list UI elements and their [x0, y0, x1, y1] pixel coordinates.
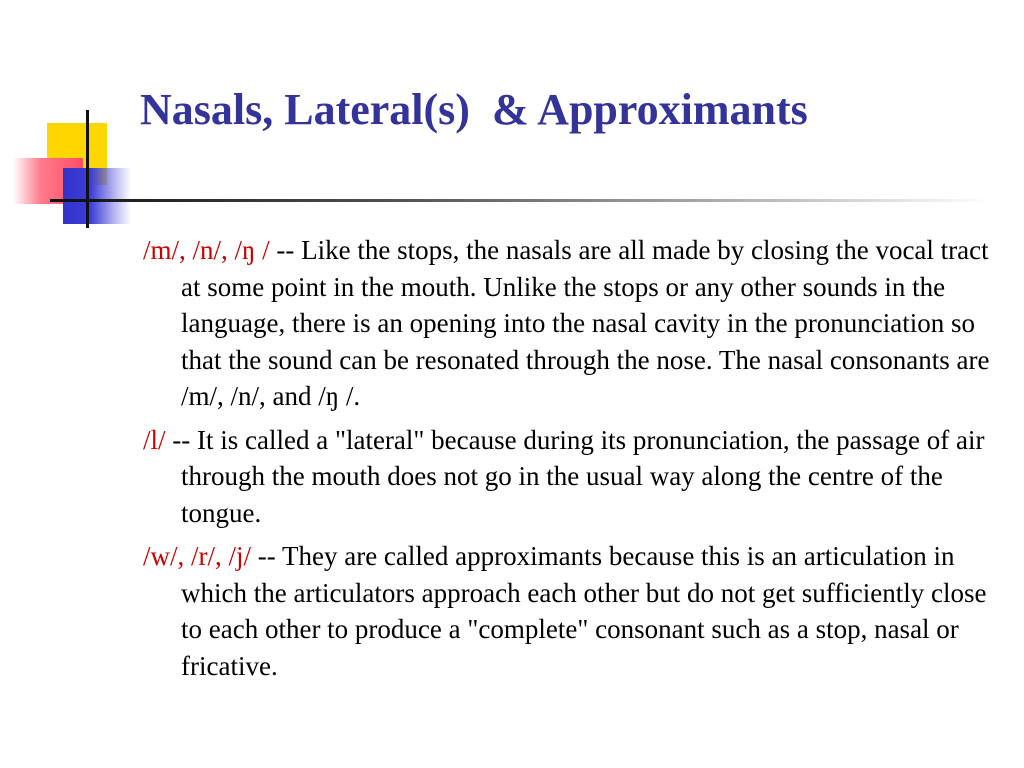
horizontal-line-shape — [50, 199, 106, 202]
term-approximants: /w/, /r/, /j/ — [143, 541, 251, 571]
slide-title: Nasals, Lateral(s) & Approximants — [140, 85, 808, 134]
paragraph-nasals — [143, 232, 993, 415]
paragraph-lateral — [143, 422, 993, 532]
text-nasals: -- Like the stops, the nasals are all made by closing the vocal tract at some point in the mouth. Unlike the stops or any other sounds in the language, there is an opening into the nasal cavity in the pronunciation so that the sound can be resonated through the nose. The nasal consonants are /m/, /n/, and /ŋ /. — [181, 235, 990, 411]
title-divider — [100, 199, 990, 202]
blue-square-shape — [63, 168, 131, 224]
paragraph-approximants — [143, 538, 993, 684]
decorative-logo-icon — [0, 0, 140, 240]
vertical-line-shape — [86, 110, 89, 228]
term-nasals: /m/, /n/, /ŋ / — [143, 235, 270, 265]
slide-body — [143, 232, 993, 691]
text-lateral: -- It is called a "lateral" because during its pronunciation, the passage of air through the mouth does not go in the usual way along the centre of the tongue. — [165, 424, 985, 528]
term-lateral: /l/ — [143, 424, 166, 455]
text-approximants: -- They are called approximants because this is an articulation in which the articulators approach each other but do not get sufficiently close to each other to produce a "complete" consonant such as a stop, nasal or fricative. — [181, 541, 987, 681]
